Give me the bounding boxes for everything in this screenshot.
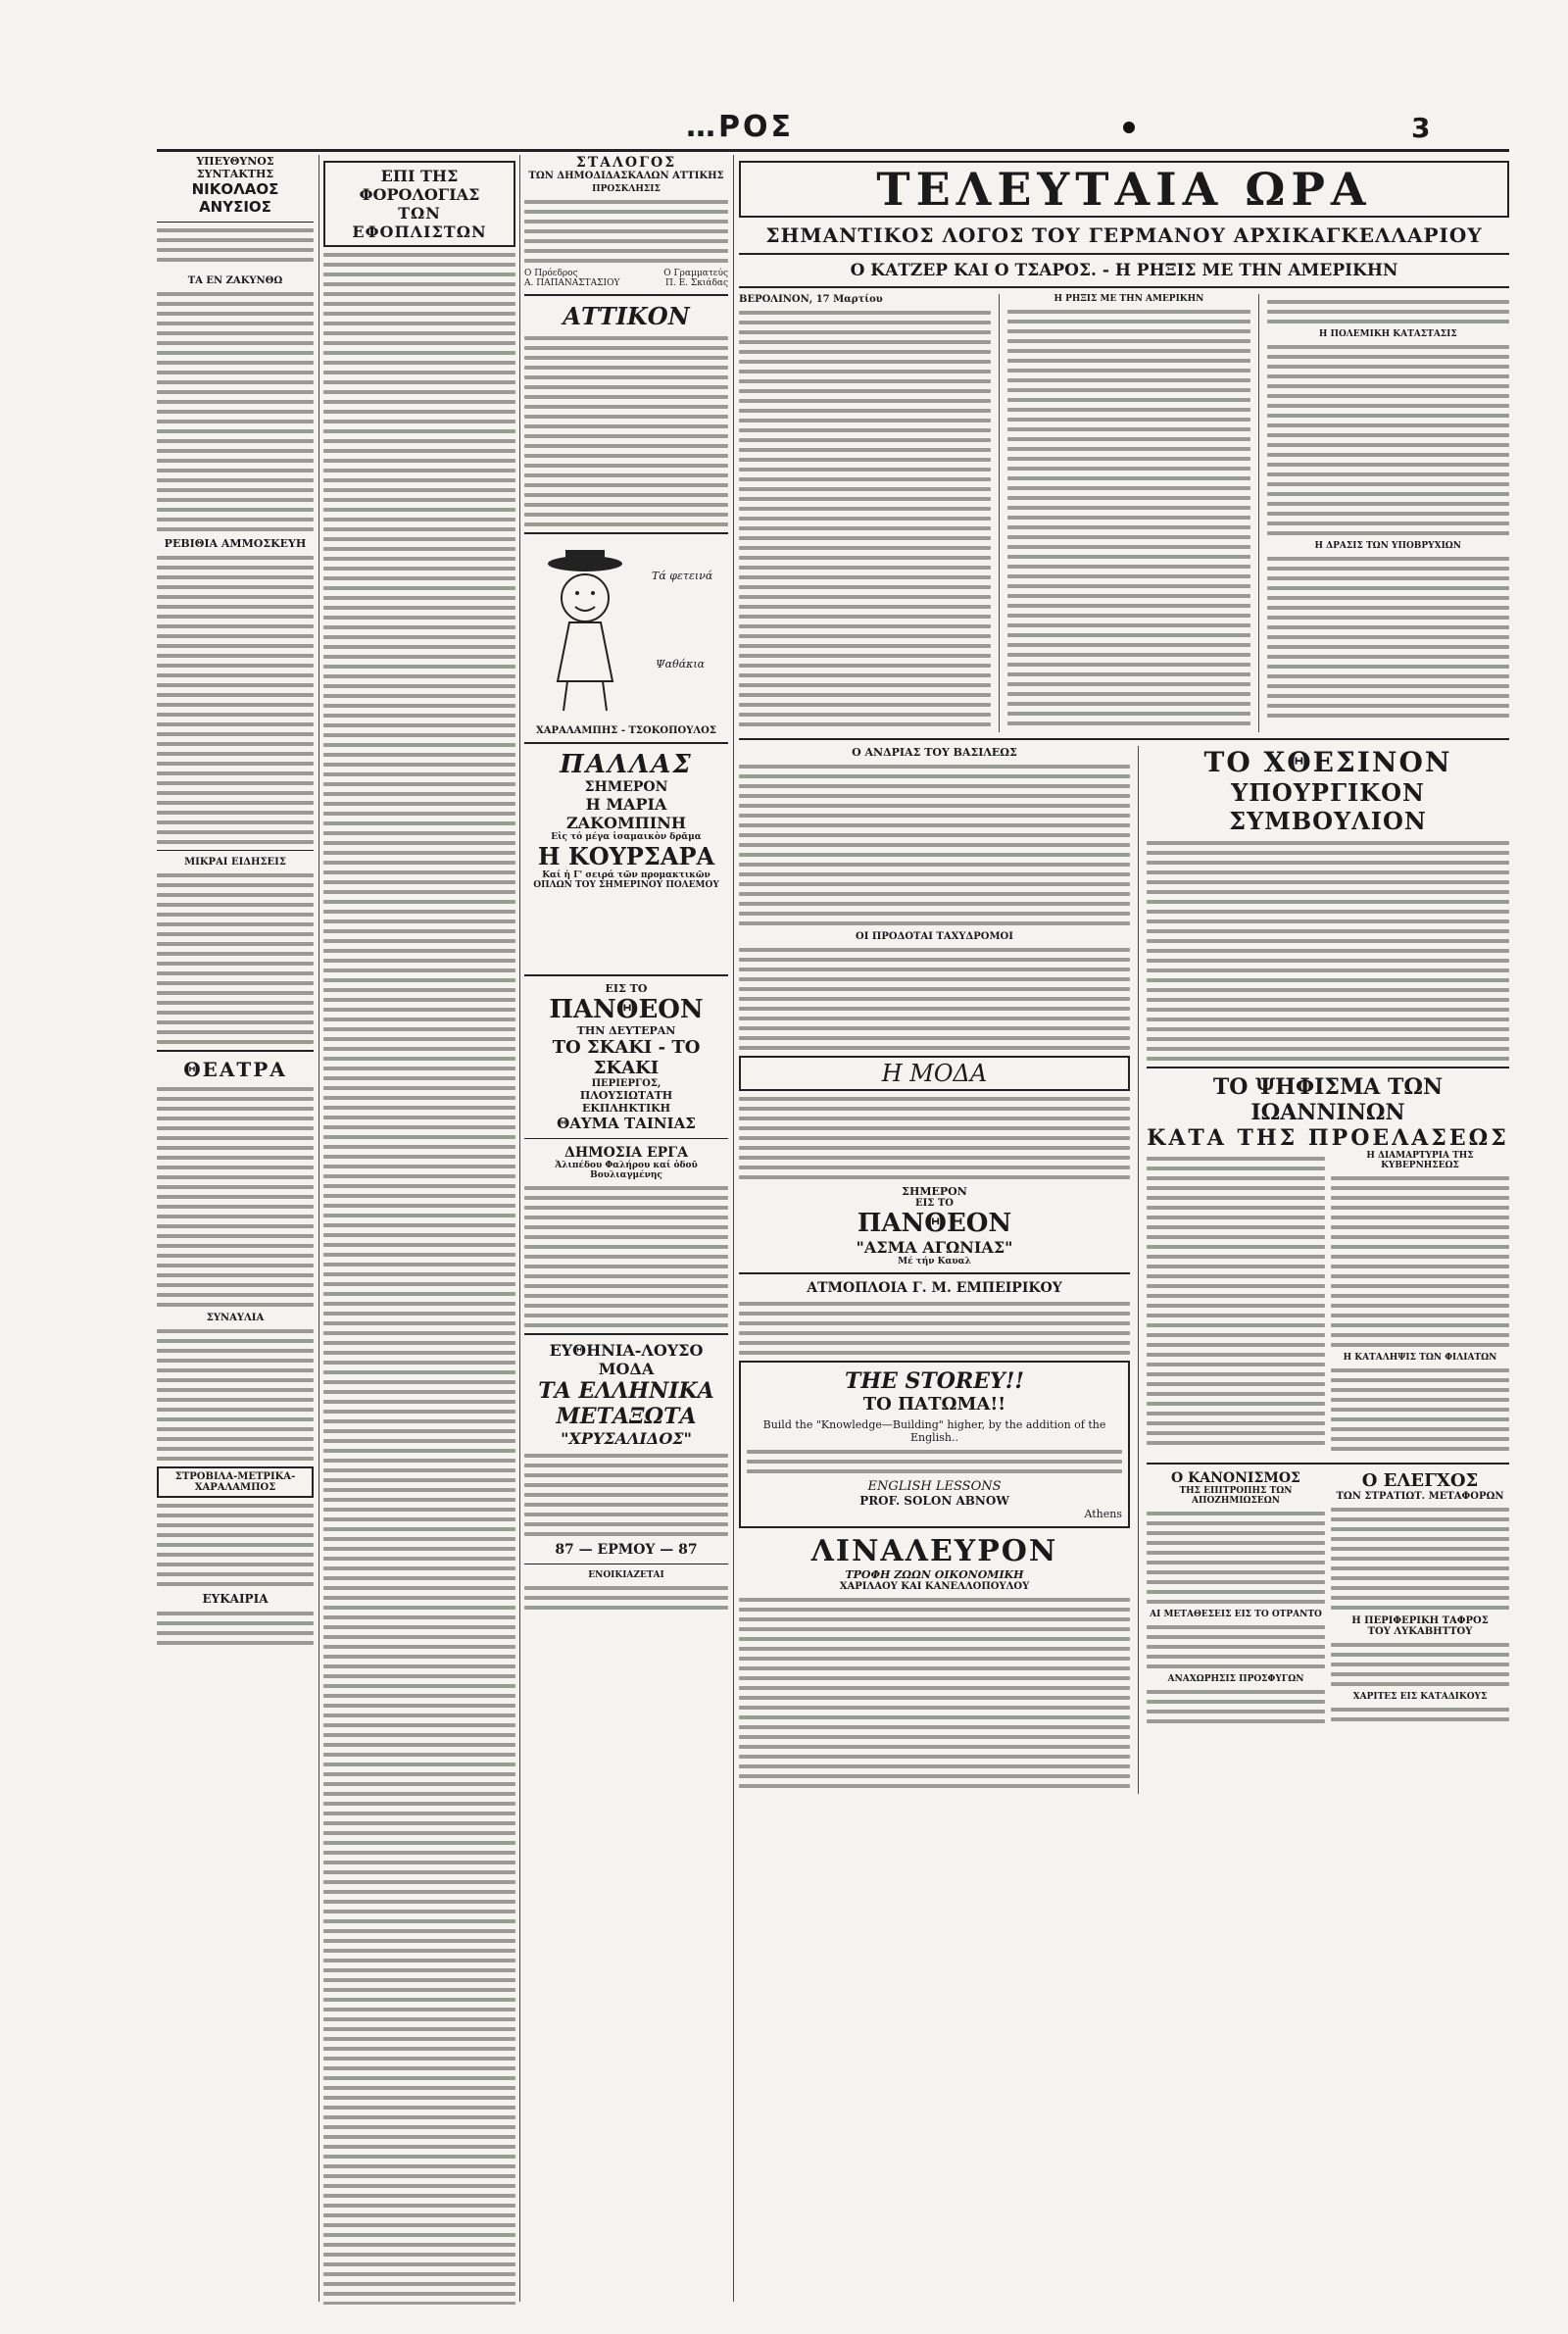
ad-side-word2: Ψαθάκια <box>656 658 706 670</box>
column-4 <box>739 155 1509 2305</box>
article-body <box>157 873 314 1044</box>
article-body <box>739 1097 1130 1179</box>
article-body <box>157 1329 314 1461</box>
last-hour-heading: ΤΕΛΕΥΤΑΙΑ ΩΡΑ <box>876 163 1372 216</box>
newspaper-name: …ΡΟΣ <box>686 110 794 144</box>
hat-advertisement <box>524 540 728 736</box>
emporia-heading: ΑΤΜΟΠΛΟΙΑ Γ. Μ. ΕΜΠΕΙΡΙΚΟΥ <box>807 1280 1062 1296</box>
pallas-today: ΣΗΜΕΡΟΝ <box>584 779 668 795</box>
article-body <box>739 948 1130 1050</box>
regulation-heading: Ο ΚΑΝΟΝΙΣΜΟΣ <box>1171 1470 1300 1486</box>
article-body <box>157 292 314 531</box>
english-line3: PROF. SOLON ABNOW <box>859 1494 1009 1508</box>
subs-heading: Η ΔΡΑΣΙΣ ΤΩΝ ΥΠΟΒΡΥΧΙΩΝ <box>1314 541 1462 551</box>
attikon-heading: ΑΤΤΙΚΟΝ <box>563 302 690 330</box>
news-row-1 <box>739 294 1509 732</box>
regulation-subheading: ΤΗΣ ΕΠΙΤΡΟΠΗΣ ΤΩΝ ΑΠΟΖΗΜΙΩΣΕΩΝ <box>1179 1486 1293 1506</box>
column-divider <box>733 155 734 2302</box>
column-1 <box>157 155 314 2305</box>
column-3 <box>524 155 728 2305</box>
english-lessons-box <box>739 1361 1130 1528</box>
association-subheading: ΤΩΝ ΔΗΜΟΔΙΔΑΣΚΑΛΩΝ ΑΤΤΙΚΗΣ <box>528 171 724 181</box>
article-body <box>1147 1157 1325 1445</box>
zakynthos-heading: ΤΑ ΕΝ ΖΑΚΥΝΘΩ <box>187 275 283 286</box>
advance-heading: ΚΑΤΑ ΤΗΣ ΠΡΟΕΛΑΣΕΩΣ <box>1147 1125 1509 1151</box>
article-body <box>739 311 991 726</box>
english-line1: Build the "Knowledge—Building" higher, by the addition of the English.. <box>762 1418 1106 1444</box>
article-body <box>1147 1512 1325 1604</box>
theatre-heading: ΘΕΑΤΡΑ <box>183 1058 287 1081</box>
fashion-box <box>739 1056 1130 1091</box>
skaki-sub3: ΕΚΠΛΗΚΤΙΚΗ <box>581 1102 671 1115</box>
article-body <box>1007 310 1250 725</box>
concert-box: ΣΤΡΟΒΙΛΑ-ΜΕΤΡΙΚΑ-ΧΑΡΑΛΑΜΠΟΣ <box>157 1466 314 1498</box>
signed-secretary: Ο Γραμματεύς <box>663 269 728 278</box>
article-body <box>157 1504 314 1586</box>
article-body <box>524 336 728 526</box>
article-body <box>739 1302 1130 1355</box>
secretary-name: Π. Ε. Σκιάδας <box>665 278 728 288</box>
dateline: ΒΕΡΟΛΙΝΟΝ, 17 Μαρτίου <box>739 294 883 305</box>
hat-shop-name: ΧΑΡΑΛΑΜΠΗΣ - ΤΣΟΚΟΠΟΥΛΟΣ <box>536 725 716 736</box>
postal-heading: ΟΙ ΠΡΟΔΟΤΑΙ ΤΑΧΥΔΡΟΜΟΙ <box>856 931 1013 942</box>
hat-figure-icon <box>528 544 646 716</box>
basileus-heading: Ο ΑΝΔΡΙΑΣ ΤΟΥ ΒΑΣΙΛΕΩΣ <box>852 746 1017 759</box>
article-body <box>1147 1625 1325 1668</box>
kourser-heading: Η ΚΟΥΡΣΑΡΑ <box>537 842 715 870</box>
linseed-sub: ΤΡΟΦΗ ΖΩΩΝ ΟΙΚΟΝΟΜΙΚΗ <box>845 1568 1024 1581</box>
pantheon-date: ΤΗΝ ΔΕΥΤΕΡΑΝ <box>576 1024 676 1037</box>
article-body <box>524 200 728 263</box>
english-line2: ENGLISH LESSONS <box>867 1479 1002 1494</box>
article-body <box>157 228 314 262</box>
cabinet-heading: ΥΠΟΥΡΓΙΚΟΝ ΣΥΜΒΟΥΛΙΟΝ <box>1229 778 1427 835</box>
page-number: 3 <box>1411 112 1431 144</box>
article-body <box>739 765 1130 925</box>
public-works-heading: ΔΗΜΟΣΙΑ ΕΡΓΑ <box>564 1145 688 1161</box>
article-body <box>1147 841 1509 1061</box>
article-body <box>1331 1708 1509 1721</box>
article-body <box>1267 345 1509 535</box>
linseed-sub2: ΧΑΡΙΛΑΟΥ ΚΑΙ ΚΑΝΕΛΛΟΠΟΥΛΟΥ <box>839 1581 1030 1592</box>
theatre-listings <box>157 1087 314 1307</box>
article-body <box>524 1454 728 1536</box>
taxation-heading: ΕΠΙ ΤΗΣ ΦΟΡΟΛΟΓΙΑΣ <box>359 167 480 204</box>
signed-president: Ο Πρόεδρος <box>524 269 578 278</box>
invitation-label: ΠΡΟΣΚΛΗΣΙΣ <box>592 184 661 194</box>
pantheon2-heading: ΠΑΝΘΕΟΝ <box>857 1209 1012 1238</box>
address-footer: 87 — ΕΡΜΟΥ — 87 <box>555 1542 698 1558</box>
pantheon-heading: ΠΑΝΘΕΟΝ <box>549 995 704 1024</box>
editor-name: ΝΙΚΟΛΑΟΣ ΑΝΥΣΙΟΣ <box>191 180 279 216</box>
control-subheading: ΤΩΝ ΣΤΡΑΤΙΩΤ. ΜΕΤΑΦΟΡΩΝ <box>1336 1491 1504 1502</box>
speech-heading: ΣΗΜΑΝΤΙΚΟΣ ΛΟΓΟΣ ΤΟΥ ΓΕΡΜΑΝΟΥ ΑΡΧΙΚΑΓΚΕΛΛΑΡΙΟΥ <box>765 223 1483 247</box>
article-body <box>739 1598 1130 1788</box>
pallas-series-line: Καί ἡ Γ' σειρά τῶν προμακτικῶν ΟΠΛΩΝ ΤΟΥ ΣΗΜΕΡΙΝΟΥ ΠΟΛΕΜΟΥ <box>533 870 719 890</box>
masthead-rule <box>157 149 1509 152</box>
public-works-sub: Ἀλιπέδου Φαλήρου καί ὁδοῦ Βουλιαγμένης <box>555 1161 698 1180</box>
pallas-drama-line: Εἰς τό μέγα ἱσαμαικὸν δρᾶμα <box>551 832 702 842</box>
ioannina-heading: ΤΟ ΨΗΦΙΣΜΑ ΤΩΝ ΙΩΑΝΝΙΝΩΝ <box>1212 1074 1444 1125</box>
association-heading: ΣΤΑΛΟΓΟΣ <box>575 155 677 171</box>
article-body <box>524 1186 728 1327</box>
storey-line2: ΤΟ ΠΑΤΩΜΑ!! <box>862 1394 1006 1415</box>
pallas-star: Η ΜΑΡΙΑ ΖΑΚΟΜΠΙΝΗ <box>566 795 686 832</box>
lycabettus-heading: Η ΠΕΡΙΦΕΡΙΚΗ ΤΑΦΡΟΣ <box>1351 1615 1489 1626</box>
pantheon-pre: ΕΙΣ ΤΟ <box>605 982 648 995</box>
misc-heading: ΜΙΚΡΑΙ ΕΙΔΗΣΕΙΣ <box>184 857 286 868</box>
yesterday-heading: ΤΟ ΧΘΕΣΙΝΟΝ <box>1203 746 1452 778</box>
revithia-heading: ΡΕΒΙΘΙΑ ΑΜΜΟΣΚΕΥΗ <box>164 537 307 550</box>
article-body <box>1331 1176 1509 1347</box>
last-hour-box <box>739 161 1509 218</box>
fashion-ad-heading: ΕΥΘΗΝΙΑ-ΛΟΥΣΟ ΜΟΔΑ <box>549 1341 704 1378</box>
today2-label: ΣΗΜΕΡΟΝ <box>902 1185 967 1198</box>
article-body <box>1267 300 1509 323</box>
editor-label: ΥΠΕΥΘΥΝΟΣ ΣΥΝΤΑΚΤΗΣ <box>196 155 274 180</box>
article-body <box>1267 557 1509 718</box>
skaki-heading: ΤΟ ΣΚΑΚΙ - ΤΟ ΣΚΑΚΙ <box>552 1037 701 1078</box>
pantheon2-pre: ΕΙΣ ΤΟ <box>914 1198 954 1209</box>
ad-side-word1: Τά φετεινά <box>652 570 713 582</box>
column-divider <box>519 155 520 2302</box>
article-body <box>1331 1643 1509 1686</box>
refugees-heading: ΑΝΑΧΩΡΗΣΙΣ ΠΡΟΣΦΥΓΩΝ <box>1167 1674 1304 1684</box>
masthead <box>0 0 1568 157</box>
column-2 <box>323 155 515 2305</box>
rift-heading: Η ΡΗΞΙΣ ΜΕ ΤΗΝ ΑΜΕΡΙΚΗΝ <box>1054 294 1204 304</box>
signatures-row <box>524 269 728 278</box>
column-divider <box>318 155 319 2302</box>
concert-heading: ΣΥΝΑΥΛΙΑ <box>206 1313 265 1323</box>
chrysalidos-heading: "ΧΡΥΣΑΛΙΔΟΣ" <box>561 1429 692 1448</box>
article-body <box>524 1586 728 1610</box>
taxation-subheading: ΤΩΝ ΕΦΟΠΛΙΣΤΩΝ <box>352 204 487 241</box>
article-body <box>1331 1368 1509 1451</box>
skaki-sub1: ΠΕΡΙΕΡΓΟΣ, <box>591 1078 662 1089</box>
masthead-dot-icon <box>1123 122 1135 133</box>
protest-heading: Η ΔΙΑΜΑΡΤΥΡΙΑ ΤΗΣ ΚΥΒΕΡΝΗΣΕΩΣ <box>1366 1151 1474 1170</box>
lycabettus-subheading: ΤΟΥ ΛΥΚΑΒΗΤΤΟΥ <box>1367 1626 1473 1637</box>
article-body <box>323 253 515 2305</box>
article-body <box>157 556 314 844</box>
fashion-heading: Η ΜΟΔΑ <box>881 1060 988 1087</box>
transfers-heading: ΑΙ ΜΕΤΑΘΕΣΕΙΣ ΕΙΣ ΤΟ ΟΤΡΑΝΤΟ <box>1150 1610 1322 1619</box>
article-body <box>157 1612 314 1645</box>
opportunity-heading: ΕΥΚΑΙΡΙΑ <box>202 1592 269 1606</box>
english-line4: Athens <box>1084 1508 1122 1520</box>
kaiser-tsar-heading: Ο ΚΑΤΖΕΡ ΚΑΙ Ο ΤΣΑΡΟΣ. - Η ΡΗΞΙΣ ΜΕ ΤΗΝ ΑΜΕΡΙΚΗΝ <box>850 261 1398 280</box>
skaki-sub2: ΠΛΟΥΣΙΩΤΑΤΗ <box>579 1089 673 1102</box>
control-heading: Ο ΕΛΕΓΧΟΣ <box>1361 1470 1479 1491</box>
president-name: Α. ΠΑΠΑΝΑΣΤΑΣΙΟΥ <box>524 278 620 288</box>
taxation-header-box <box>323 161 515 247</box>
news-row-2 <box>739 746 1509 1794</box>
charites-heading: ΧΑΡΙΤΕΣ ΕΙΣ ΚΑΤΑΔΙΚΟΥΣ <box>1352 1692 1488 1702</box>
thauma-heading: ΘΑΥΜΑ ΤΑΙΝΙΑΣ <box>557 1115 696 1132</box>
article-body <box>1147 1690 1325 1723</box>
asma-heading: "ΑΣΜΑ ΑΓΩΝΙΑΣ" <box>856 1238 1013 1257</box>
pallas-heading: ΠΑΛΛΑΣ <box>560 750 693 779</box>
silk-heading: ΤΑ ΕΛΛΗΝΙΚΑ ΜΕΤΑΞΩΤΑ <box>538 1378 714 1429</box>
linseed-heading: ΛΙΝΑΛΕΥΡΟΝ <box>810 1534 1058 1568</box>
rent-heading: ΕΝΟΙΚΙΑΖΕΤΑΙ <box>588 1570 664 1580</box>
signature-names-row <box>524 278 728 288</box>
asma-sub: Μέ τήν Καυαλ <box>898 1257 971 1266</box>
war-heading: Η ΠΟΛΕΜΙΚΗ ΚΑΤΑΣΤΑΣΙΣ <box>1318 329 1457 339</box>
filiates-heading: Η ΚΑΤΑΛΗΨΙΣ ΤΩΝ ΦΙΛΙΑΤΩΝ <box>1343 1353 1497 1363</box>
storey-line1: THE STOREY!! <box>844 1368 1025 1394</box>
article-body <box>1331 1508 1509 1610</box>
